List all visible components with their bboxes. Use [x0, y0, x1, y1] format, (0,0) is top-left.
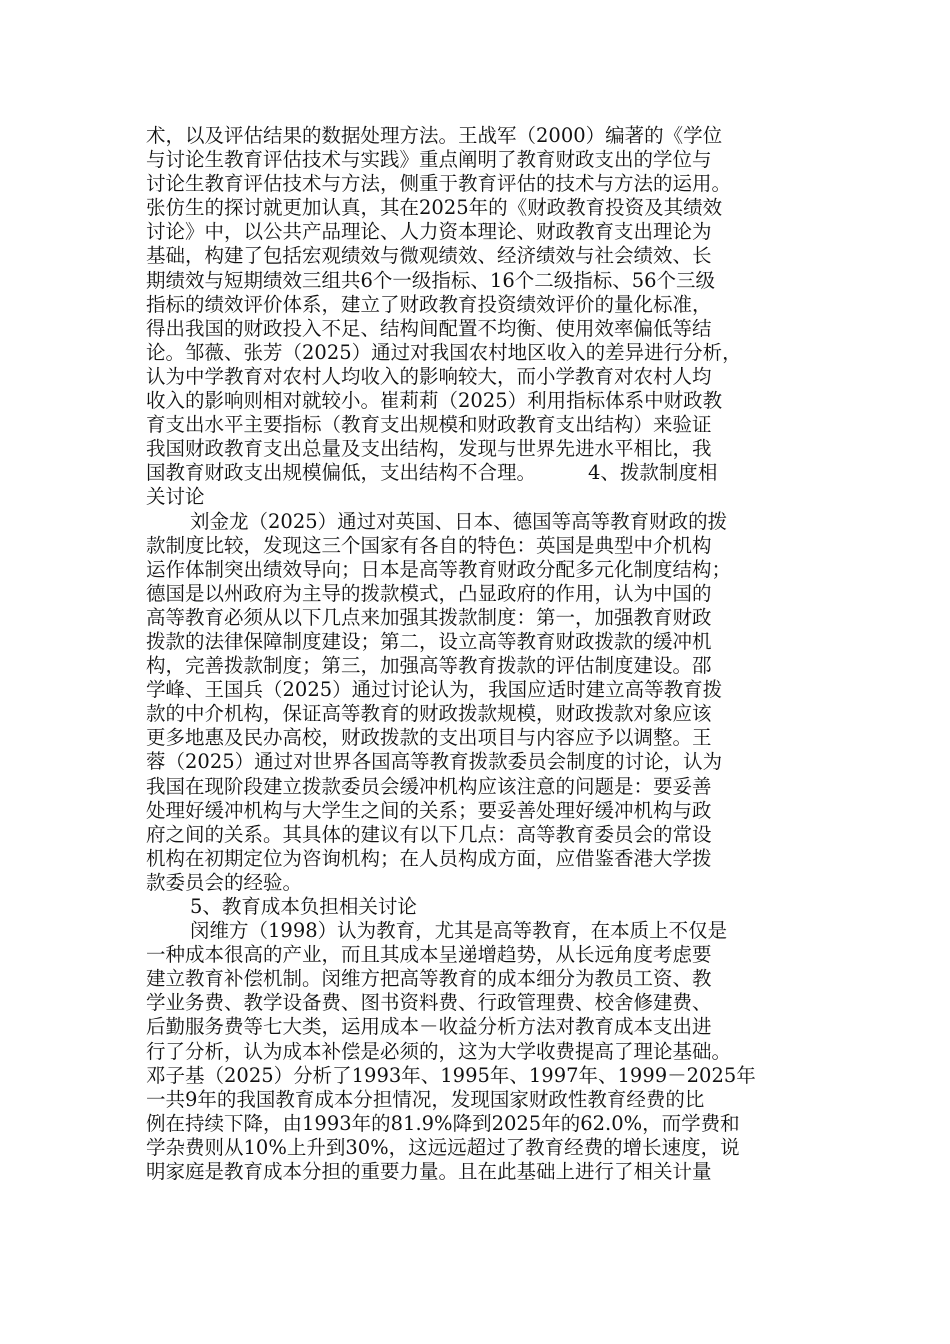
text-line: 国教育财政支出规模偏低，支出结构不合理。	[146, 461, 537, 485]
text-line: 行了分析，认为成本补偿是必须的，这为大学收费提高了理论基础。	[146, 1039, 732, 1063]
text-line: 构，完善拨款制度；第三，加强高等教育拨款的评估制度建设。邵	[146, 654, 712, 678]
text-line: 收入的影响则相对就较小。崔莉莉（2025）利用指标体系中财政教	[146, 389, 723, 413]
text-line: 款委员会的经验。	[146, 870, 303, 894]
text-line: 与讨论生教育评估技术与实践》重点阐明了教育财政支出的学位与	[146, 148, 712, 172]
text-line: 讨论生教育评估技术与方法，侧重于教育评估的技术与方法的运用。	[146, 172, 732, 196]
text-line: 拨款的法律保障制度建设；第二，设立高等教育财政拨款的缓冲机	[146, 629, 712, 653]
text-line-with-heading	[146, 461, 806, 485]
section-heading-4-cont: 关讨论	[146, 485, 205, 509]
text-line: 高等教育必须从以下几点来加强其拨款制度：第一，加强教育财政	[146, 605, 712, 629]
text-line: 府之间的关系。其具体的建议有以下几点：高等教育委员会的常设	[146, 822, 712, 846]
text-line: 学业务费、教学设备费、图书资料费、行政管理费、校舍修建费、	[146, 991, 712, 1015]
text-line: 期绩效与短期绩效三组共6个一级指标、16个二级指标、56个三级	[146, 268, 716, 292]
section-heading-4: 4、拨款制度相	[588, 461, 718, 485]
section-heading-5: 5、教育成本负担相关讨论	[190, 895, 417, 918]
text-line: 得出我国的财政投入不足、结构间配置不均衡、使用效率偏低等结	[146, 316, 712, 340]
text-line: 一共9年的我国教育成本分担情况，发现国家财政性教育经费的比	[146, 1087, 705, 1111]
paragraph-start: 闵维方（1998）认为教育，尤其是高等教育，在本质上不仅是	[190, 919, 728, 943]
text-line: 论。邹薇、张芳（2025）通过对我国农村地区收入的差异进行分析，	[146, 340, 742, 364]
text-line: 更多地惠及民办高校，财政拨款的支出项目与内容应予以调整。王	[146, 726, 712, 750]
text-line: 例在持续下降，由1993年的81.9%降到2025年的62.0%，而学费和	[146, 1111, 740, 1135]
text-line: 明家庭是教育成本分担的重要力量。且在此基础上进行了相关计量	[146, 1160, 712, 1184]
text-line: 处理好缓冲机构与大学生之间的关系；要妥善处理好缓冲机构与政	[146, 798, 712, 822]
document-body	[146, 124, 806, 1184]
text-line: 运作体制突出绩效导向；日本是高等教育财政分配多元化制度结构；	[146, 557, 732, 581]
text-line: 学杂费则从10%上升到30%，这远远超过了教育经费的增长速度，说	[146, 1135, 740, 1159]
text-line: 一种成本很高的产业，而且其成本呈递增趋势，从长远角度考虑要	[146, 943, 712, 967]
text-line: 讨论》中，以公共产品理论、人力资本理论、财政教育支出理论为	[146, 220, 712, 244]
text-line: 后勤服务费等七大类，运用成本－收益分析方法对教育成本支出进	[146, 1015, 712, 1039]
text-line: 款制度比较，发现这三个国家有各自的特色：英国是典型中介机构	[146, 533, 712, 557]
text-line: 建立教育补偿机制。闵维方把高等教育的成本细分为教员工资、教	[146, 967, 712, 991]
text-line: 张仿生的探讨就更加认真，其在2025年的《财政教育投资及其绩效	[146, 196, 723, 220]
text-line: 款的中介机构，保证高等教育的财政拨款规模，财政拨款对象应该	[146, 702, 712, 726]
text-line: 我国在现阶段建立拨款委员会缓冲机构应该注意的问题是：要妥善	[146, 774, 712, 798]
text-line: 蓉（2025）通过对世界各国高等教育拨款委员会制度的讨论，认为	[146, 750, 723, 774]
text-line: 德国是以州政府为主导的拨款模式，凸显政府的作用，认为中国的	[146, 581, 712, 605]
text-line: 认为中学教育对农村人均收入的影响较大，而小学教育对农村人均	[146, 364, 712, 388]
text-line: 基础，构建了包括宏观绩效与微观绩效、经济绩效与社会绩效、长	[146, 244, 712, 268]
paragraph-start: 刘金龙（2025）通过对英国、日本、德国等高等教育财政的拨	[190, 509, 728, 533]
text-line: 我国财政教育支出总量及支出结构，发现与世界先进水平相比，我	[146, 437, 712, 461]
text-line: 术，以及评估结果的数据处理方法。王战军（2000）编著的《学位	[146, 124, 723, 147]
text-line: 指标的绩效评价体系，建立了财政教育投资绩效评价的量化标准，	[146, 292, 712, 316]
text-line: 学峰、王国兵（2025）通过讨论认为，我国应适时建立高等教育拨	[146, 678, 723, 702]
text-line: 邓子基（2025）分析了1993年、1995年、1997年、1999－2025年	[146, 1063, 756, 1087]
text-line: 育支出水平主要指标（教育支出规模和财政教育支出结构）来验证	[146, 413, 712, 437]
text-line: 机构在初期定位为咨询机构；在人员构成方面，应借鉴香港大学拨	[146, 846, 712, 870]
